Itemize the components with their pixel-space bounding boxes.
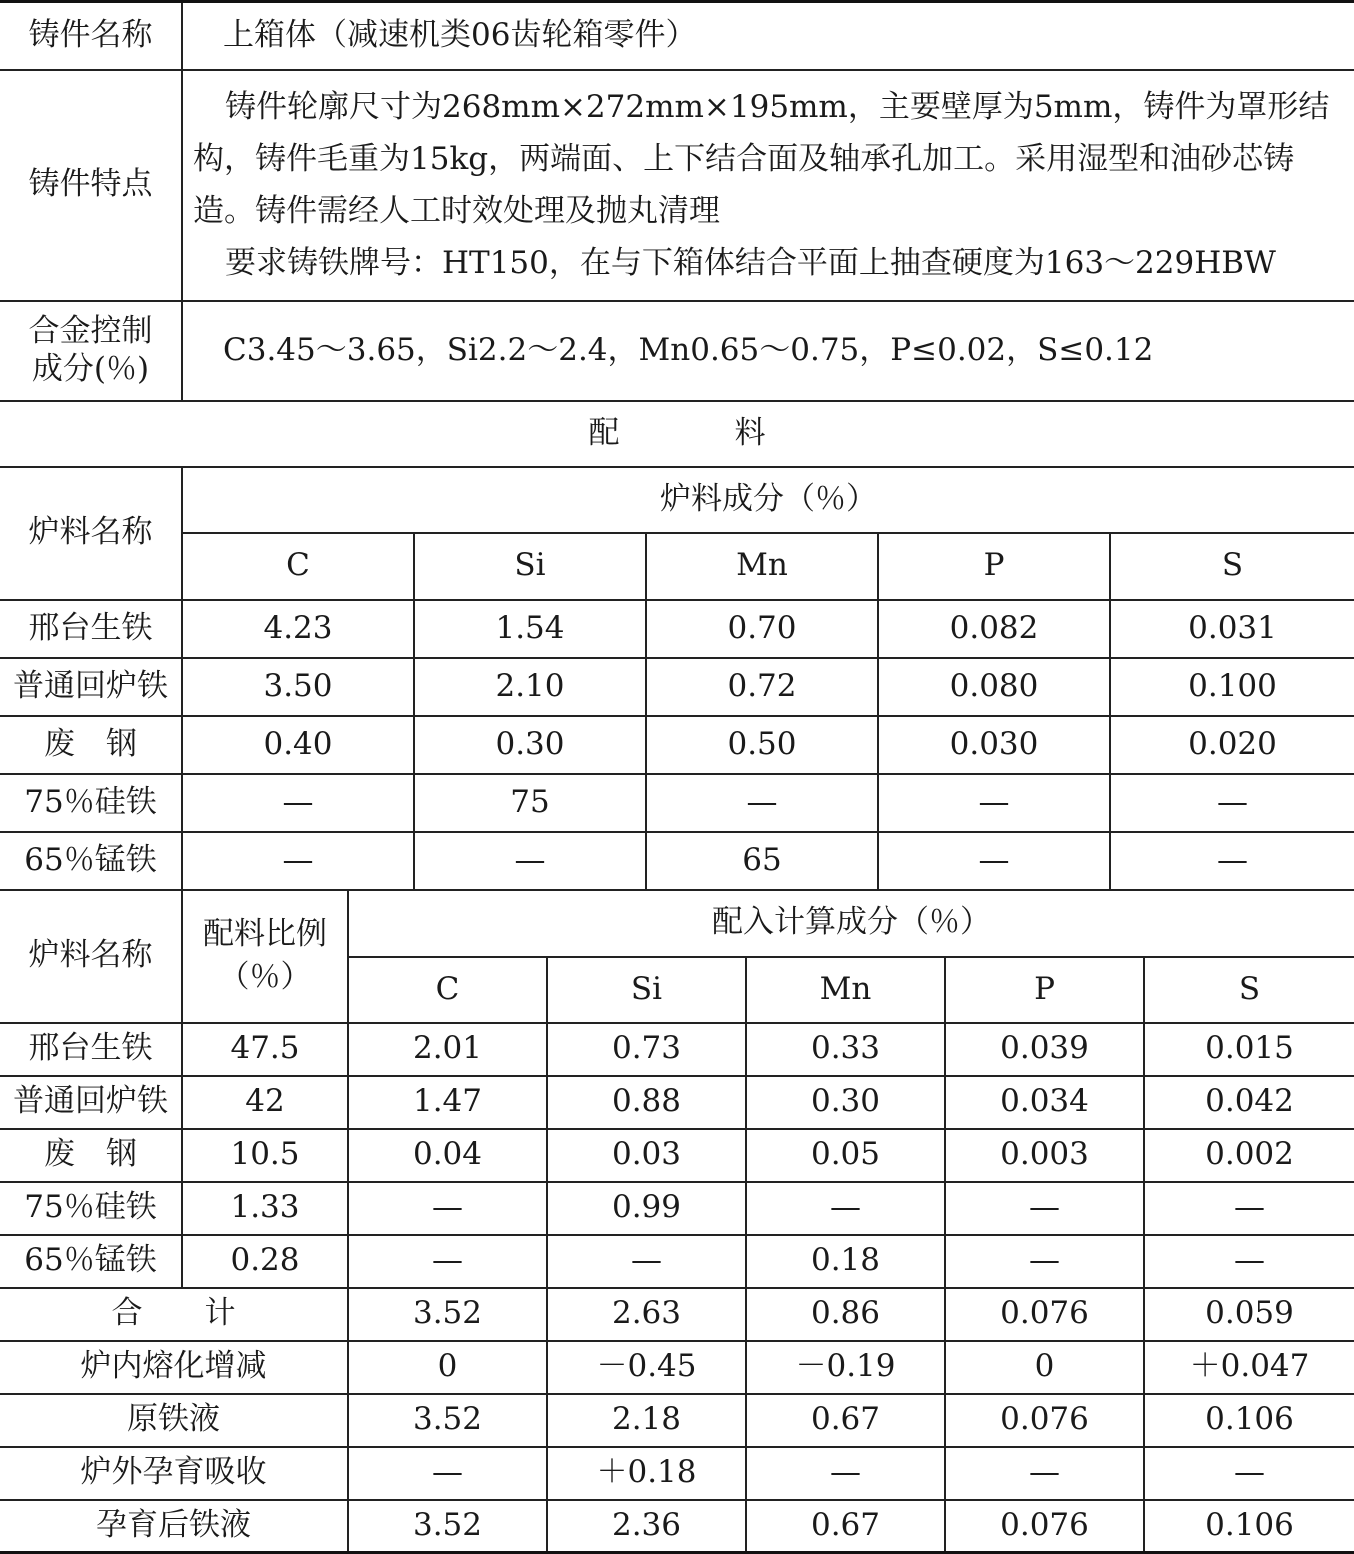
material-value: 0.030 [878,716,1110,774]
calc-col-header: Mn [746,957,945,1023]
calc-material-name: 普通回炉铁 [0,1076,182,1129]
summary-row [0,1500,1354,1553]
summary-value: 0.106 [1144,1394,1354,1447]
materials-col-header: Mn [646,533,878,600]
summary-label: 炉外孕育吸收 [0,1447,348,1500]
material-value: — [878,832,1110,890]
calc-col-header: P [945,957,1144,1023]
material-value: 4.23 [182,600,414,658]
material-value: — [182,832,414,890]
calc-name-header: 炉料名称 [0,890,182,1023]
table-row [0,774,1354,832]
alloy-control-label [0,301,182,401]
table-row [0,1182,1354,1235]
section-title-a: 配 [589,415,620,451]
summary-value: 0.67 [746,1394,945,1447]
material-name: 65％锰铁 [0,832,182,890]
calc-col-header: Si [547,957,746,1023]
summary-value: — [945,1447,1144,1500]
material-name: 75％硅铁 [0,774,182,832]
calc-value: 0.05 [746,1129,945,1182]
materials-name-header: 炉料名称 [0,467,182,600]
material-name: 废 钢 [0,716,182,774]
summary-value: 0.86 [746,1288,945,1341]
material-value: 0.50 [646,716,878,774]
summary-value: －0.45 [547,1341,746,1394]
calc-col-header: C [348,957,547,1023]
material-value: 3.50 [182,658,414,716]
batching-calc-table [0,889,1354,1554]
summary-value: 3.52 [348,1500,547,1553]
summary-value: ＋0.18 [547,1447,746,1500]
material-name: 普通回炉铁 [0,658,182,716]
summary-row [0,1341,1354,1394]
calc-ratio: 42 [182,1076,348,1129]
summary-value: 0.059 [1144,1288,1354,1341]
calc-value: 0.99 [547,1182,746,1235]
material-value: 0.082 [878,600,1110,658]
summary-value: 0.076 [945,1394,1144,1447]
calc-value: 0.30 [746,1076,945,1129]
summary-value: 2.63 [547,1288,746,1341]
features-paragraph-1: 铸件轮廓尺寸为268mm×272mm×195mm，主要壁厚为5mm，铸件为罩形结构，铸件毛重为15kg，两端面、上下结合面及轴承孔加工。采用湿型和油砂芯铸造。铸件需经人工时效处理及抛丸清理 [193,81,1344,237]
calc-ratio-header [182,890,348,1023]
summary-label: 原铁液 [0,1394,348,1447]
calc-material-name: 废 钢 [0,1129,182,1182]
materials-col-header: S [1110,533,1354,600]
calc-value: 0.015 [1144,1023,1354,1076]
table-row [0,1076,1354,1129]
calc-value: 0.04 [348,1129,547,1182]
summary-value: 2.18 [547,1394,746,1447]
calc-value: 0.03 [547,1129,746,1182]
table-row [0,1235,1354,1288]
calc-value: — [348,1182,547,1235]
calc-value: 0.33 [746,1023,945,1076]
section-title [0,401,1354,467]
calc-value: — [547,1235,746,1288]
table-row [0,1023,1354,1076]
summary-value: 0.67 [746,1500,945,1553]
calc-value: — [945,1182,1144,1235]
material-value: — [878,774,1110,832]
summary-value: －0.19 [746,1341,945,1394]
calc-value: 0.039 [945,1023,1144,1076]
casting-name-value: 上箱体（减速机类06齿轮箱零件） [182,2,1354,70]
calc-value: 0.002 [1144,1129,1354,1182]
table-row [0,658,1354,716]
material-value: 0.72 [646,658,878,716]
summary-value: 2.36 [547,1500,746,1553]
features-paragraph-2: 要求铸铁牌号：HT150，在与下箱体结合平面上抽查硬度为163～229HBW [193,237,1344,289]
summary-value: ＋0.047 [1144,1341,1354,1394]
table-row [0,600,1354,658]
ratio-header-line-2: （％） [183,959,347,996]
summary-value: — [746,1447,945,1500]
material-value: — [1110,774,1354,832]
summary-value: — [1144,1447,1354,1500]
summary-row [0,1394,1354,1447]
calc-ratio: 10.5 [182,1129,348,1182]
calc-value: — [746,1182,945,1235]
summary-value: — [348,1447,547,1500]
calc-value: 1.47 [348,1076,547,1129]
calc-value: 0.18 [746,1235,945,1288]
summary-row [0,1447,1354,1500]
summary-value: 0.076 [945,1500,1144,1553]
material-value: 0.080 [878,658,1110,716]
summary-label: 合 计 [0,1288,348,1341]
ratio-header-line-1: 配料比例 [183,916,347,953]
calc-value: 0.73 [547,1023,746,1076]
material-value: — [1110,832,1354,890]
summary-value: 3.52 [348,1394,547,1447]
material-value: 1.54 [414,600,646,658]
calc-value: — [1144,1182,1354,1235]
alloy-control-value: C3.45～3.65，Si2.2～2.4，Mn0.65～0.75，P≤0.02，S≤0.12 [182,301,1354,401]
calc-value: 2.01 [348,1023,547,1076]
material-value: 0.70 [646,600,878,658]
materials-col-header: C [182,533,414,600]
summary-label: 炉内熔化增减 [0,1341,348,1394]
calc-value: — [348,1235,547,1288]
table-row [0,1129,1354,1182]
alloy-label-line-1: 合金控制 [0,313,181,350]
summary-label: 孕育后铁液 [0,1500,348,1553]
summary-value: 3.52 [348,1288,547,1341]
material-value: 0.031 [1110,600,1354,658]
section-title-b: 料 [735,415,766,451]
material-value: — [182,774,414,832]
calc-ratio: 0.28 [182,1235,348,1288]
material-value: 2.10 [414,658,646,716]
calc-value: 0.034 [945,1076,1144,1129]
calc-value: 0.042 [1144,1076,1354,1129]
casting-features-value [182,70,1354,301]
alloy-label-line-2: 成分(％) [0,351,181,388]
summary-value: 0.106 [1144,1500,1354,1553]
material-value: 0.100 [1110,658,1354,716]
calc-value: 0.88 [547,1076,746,1129]
calc-value: 0.003 [945,1129,1144,1182]
calc-col-header: S [1144,957,1354,1023]
calc-group-header: 配入计算成分（％） [348,890,1354,957]
casting-features-label: 铸件特点 [0,70,182,301]
material-value: 75 [414,774,646,832]
material-value: — [646,774,878,832]
material-value: — [414,832,646,890]
material-value: 0.020 [1110,716,1354,774]
calc-value: — [945,1235,1144,1288]
materials-col-header: P [878,533,1110,600]
summary-value: 0.076 [945,1288,1144,1341]
calc-material-name: 65％锰铁 [0,1235,182,1288]
table-row [0,832,1354,890]
calc-value: — [1144,1235,1354,1288]
calc-ratio: 47.5 [182,1023,348,1076]
calc-material-name: 75％硅铁 [0,1182,182,1235]
material-value: 0.40 [182,716,414,774]
summary-value: 0 [945,1341,1144,1394]
table-row [0,716,1354,774]
casting-name-label: 铸件名称 [0,2,182,70]
summary-row [0,1288,1354,1341]
material-name: 邢台生铁 [0,600,182,658]
materials-col-header: Si [414,533,646,600]
summary-value: 0 [348,1341,547,1394]
material-value: 0.30 [414,716,646,774]
calc-ratio: 1.33 [182,1182,348,1235]
materials-group-header: 炉料成分（％） [182,467,1354,533]
calc-material-name: 邢台生铁 [0,1023,182,1076]
material-value: 65 [646,832,878,890]
